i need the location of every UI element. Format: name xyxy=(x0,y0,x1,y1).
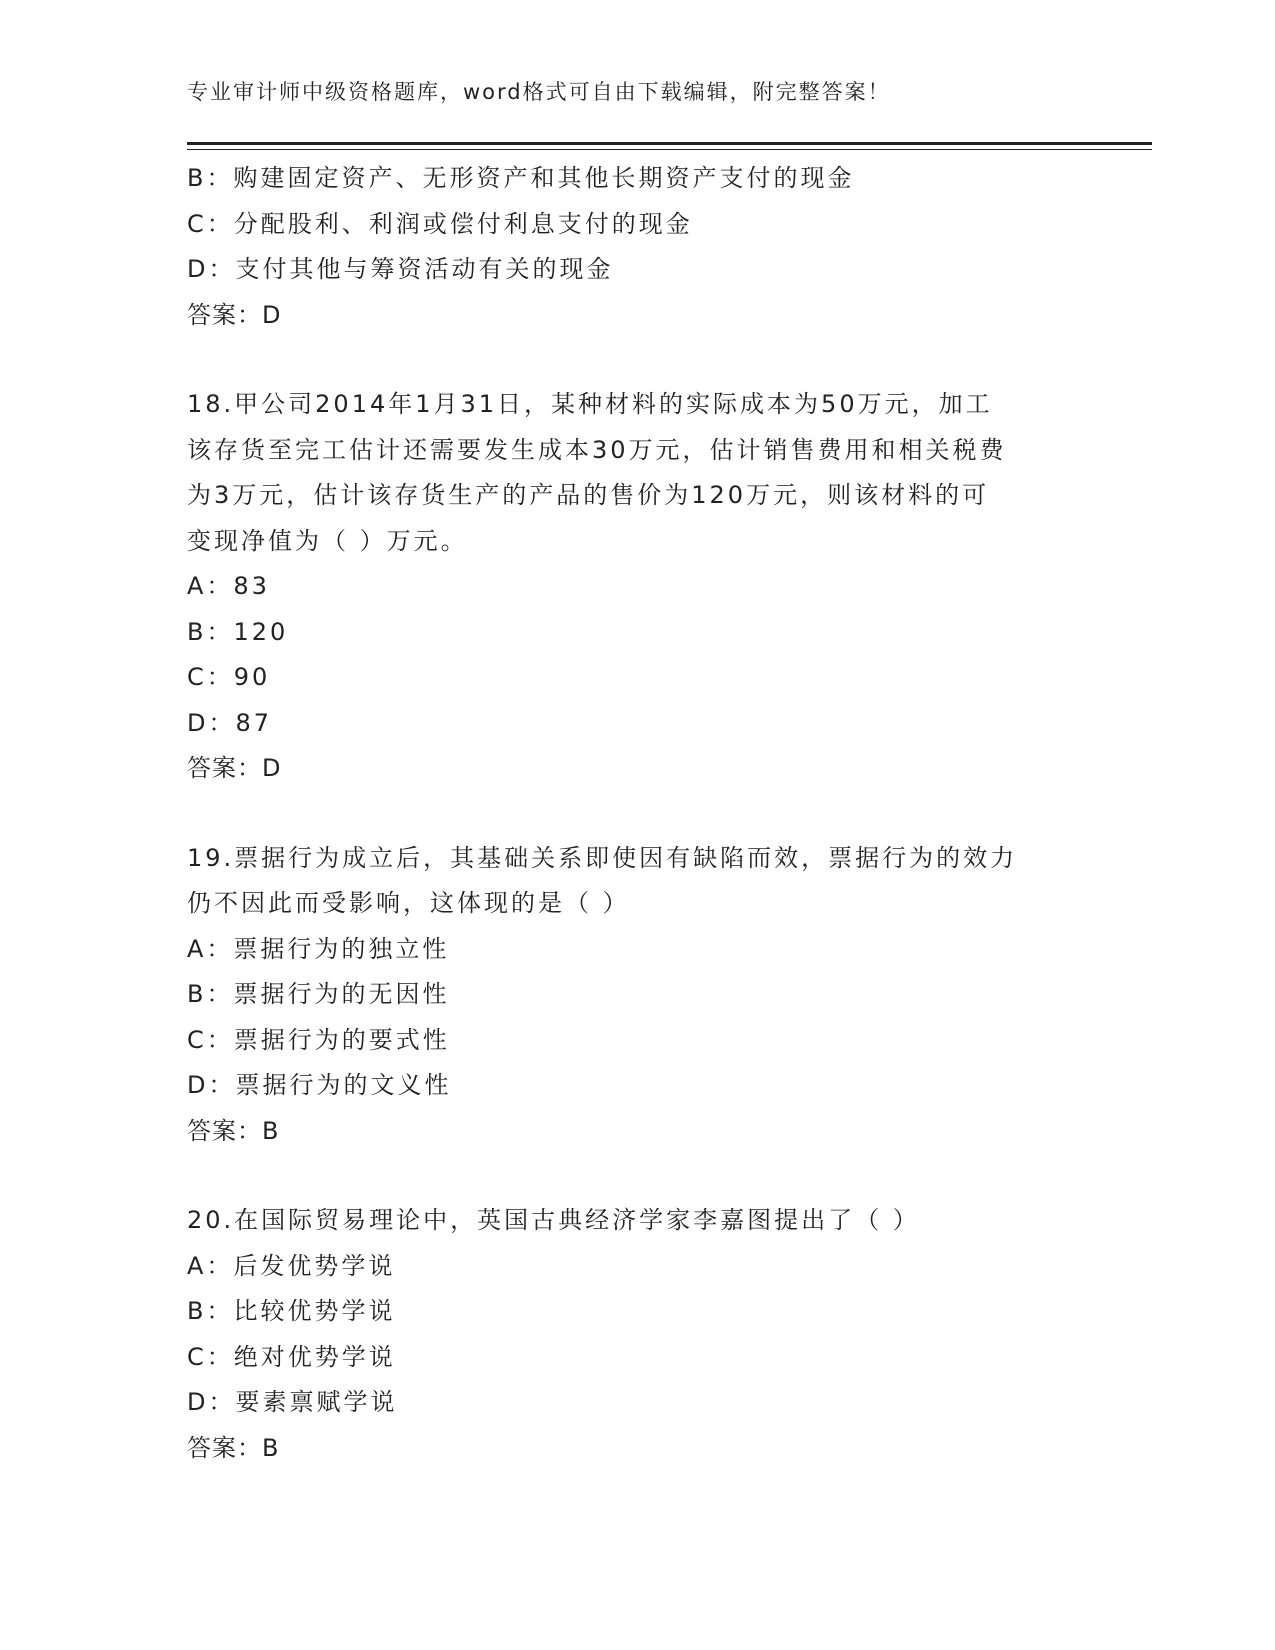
question-text-line: 为3万元，估计该存货生产的产品的售价为120万元，则该材料的可 xyxy=(187,481,990,509)
question-text-line: 该存货至完工估计还需要发生成本30万元，估计销售费用和相关税费 xyxy=(187,435,1007,464)
question-text-line: 仍不因此而受影响，这体现的是（ ） xyxy=(187,889,630,917)
option-b: B：票据行为的无因性 xyxy=(187,980,450,1008)
spacer xyxy=(187,1154,1087,1198)
option-c: C：绝对优势学说 xyxy=(187,1342,396,1371)
option-d: D：票据行为的文义性 xyxy=(187,1071,452,1099)
answer: 答案：D xyxy=(187,754,282,782)
question-content xyxy=(187,156,1087,1471)
question-17-tail xyxy=(187,156,1087,338)
question-text-line: 20.在国际贸易理论中，英国古典经济学家李嘉图提出了（ ） xyxy=(187,1206,920,1234)
option-b: B：比较优势学说 xyxy=(187,1297,396,1325)
answer: 答案：B xyxy=(187,1116,280,1145)
question-18 xyxy=(187,382,1087,792)
option-c: C：90 xyxy=(187,663,271,691)
answer: 答案：B xyxy=(187,1433,280,1462)
question-text-line: 变现净值为（ ）万元。 xyxy=(187,526,468,555)
question-text-line: 18.甲公司2014年1月31日，某种材料的实际成本为50万元，加工 xyxy=(187,390,993,418)
option-b: B：120 xyxy=(187,617,289,646)
option-a: A：票据行为的独立性 xyxy=(187,934,450,963)
option-d: D：支付其他与筹资活动有关的现金 xyxy=(187,255,614,283)
option-a: A：83 xyxy=(187,572,270,600)
option-a: A：后发优势学说 xyxy=(187,1251,396,1280)
answer: 答案：D xyxy=(187,300,282,329)
option-b: B：购建固定资产、无形资产和其他长期资产支付的现金 xyxy=(187,164,855,192)
question-20 xyxy=(187,1198,1087,1471)
option-c: C：票据行为的要式性 xyxy=(187,1025,450,1054)
header-rule-thick xyxy=(187,142,1152,145)
option-d: D：87 xyxy=(187,708,273,737)
question-text-line: 19.票据行为成立后，其基础关系即使因有缺陷而效，票据行为的效力 xyxy=(187,843,1018,872)
option-d: D：要素禀赋学说 xyxy=(187,1388,398,1416)
page-header: 专业审计师中级资格题库，word格式可自由下载编辑，附完整答案！ xyxy=(187,80,891,104)
option-c: C：分配股利、利润或偿付利息支付的现金 xyxy=(187,209,693,238)
spacer xyxy=(187,792,1087,836)
question-19 xyxy=(187,836,1087,1155)
spacer xyxy=(187,338,1087,382)
header-rule-thin xyxy=(187,149,1152,150)
